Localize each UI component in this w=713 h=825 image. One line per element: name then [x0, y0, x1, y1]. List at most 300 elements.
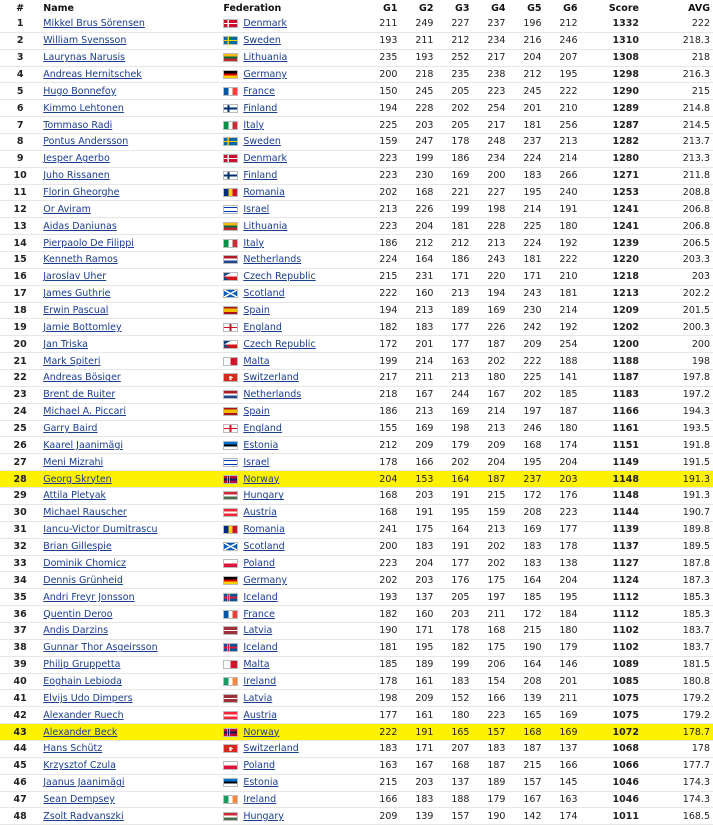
rank-cell: 39	[0, 656, 40, 673]
game-score-cell: 187	[472, 336, 508, 353]
average-cell: 191.3	[642, 471, 713, 488]
total-score-cell: 1124	[581, 572, 642, 589]
game-score-cell: 231	[400, 268, 436, 285]
rank-cell: 11	[0, 184, 40, 201]
game-score-cell: 210	[545, 268, 581, 285]
table-row	[0, 504, 713, 521]
game-score-cell: 189	[472, 774, 508, 791]
rank-cell: 14	[0, 235, 40, 252]
game-score-cell: 240	[545, 184, 581, 201]
total-score-cell: 1188	[581, 353, 642, 370]
game-score-cell: 177	[364, 707, 400, 724]
game-score-cell: 191	[400, 724, 436, 741]
player-name-link[interactable]: Dennis Grünheid	[43, 574, 123, 586]
player-name-link[interactable]: Brent de Ruiter	[43, 389, 116, 401]
game-score-cell: 200	[364, 538, 400, 555]
player-name-link[interactable]: Andreas Bösiger	[43, 372, 121, 384]
federation-link[interactable]: Iceland	[243, 642, 278, 654]
average-cell: 174.3	[642, 791, 713, 808]
average-cell: 183.7	[642, 622, 713, 639]
game-score-cell: 161	[400, 707, 436, 724]
game-score-cell: 168	[508, 437, 544, 454]
game-score-cell: 215	[472, 488, 508, 505]
total-score-cell: 1075	[581, 690, 642, 707]
player-name-link[interactable]: Erwin Pascual	[43, 305, 109, 317]
flag-icon	[223, 626, 238, 635]
game-score-cell: 176	[545, 488, 581, 505]
flag-icon	[223, 795, 238, 804]
rank-cell: 22	[0, 370, 40, 387]
player-name-link[interactable]: Krzysztof Czula	[43, 760, 116, 772]
game-score-cell: 215	[364, 268, 400, 285]
federation-link[interactable]: Spain	[243, 406, 270, 418]
flag-icon	[223, 306, 238, 315]
flag-icon	[223, 323, 238, 332]
table-row	[0, 420, 713, 437]
game-score-cell: 152	[436, 690, 472, 707]
player-name-link[interactable]: Zsolt Radvanszki	[43, 810, 124, 822]
player-name-link[interactable]: Mikkel Brus Sörensen	[43, 18, 145, 30]
total-score-cell: 1066	[581, 757, 642, 774]
game-score-cell: 166	[400, 454, 436, 471]
table-row	[0, 150, 713, 167]
player-name-link[interactable]: Hugo Bonnefoy	[43, 85, 117, 97]
game-score-cell: 174	[545, 437, 581, 454]
average-cell: 168.5	[642, 808, 713, 825]
game-score-cell: 202	[436, 454, 472, 471]
rank-cell: 44	[0, 740, 40, 757]
game-score-cell: 216	[508, 32, 544, 49]
federation-link[interactable]: Poland	[243, 760, 276, 772]
game-score-cell: 185	[364, 656, 400, 673]
game-score-cell: 167	[400, 757, 436, 774]
player-name-link[interactable]: Alexander Ruech	[43, 709, 124, 721]
game-score-cell: 202	[472, 555, 508, 572]
federation-link[interactable]: Estonia	[243, 439, 279, 451]
game-score-cell: 175	[472, 639, 508, 656]
player-name-link[interactable]: Dominik Chomicz	[43, 557, 127, 569]
federation-link[interactable]: Switzerland	[243, 743, 299, 755]
game-score-cell: 205	[436, 117, 472, 134]
game-score-cell: 203	[400, 117, 436, 134]
game-score-cell: 174	[545, 808, 581, 825]
player-name-link[interactable]: Andri Freyr Jonsson	[43, 591, 135, 603]
game-score-cell: 139	[400, 808, 436, 825]
game-score-cell: 249	[400, 16, 436, 32]
flag-icon	[223, 728, 238, 737]
rank-cell: 36	[0, 606, 40, 623]
federation-link[interactable]: Austria	[243, 507, 277, 519]
federation-link[interactable]: Israel	[243, 456, 270, 468]
table-row	[0, 437, 713, 454]
game-score-cell: 225	[508, 370, 544, 387]
federation-link[interactable]: Netherlands	[243, 389, 302, 401]
rank-cell: 31	[0, 521, 40, 538]
game-score-cell: 234	[472, 150, 508, 167]
game-score-cell: 195	[545, 589, 581, 606]
federation-link[interactable]: Norway	[243, 726, 280, 738]
player-name-link[interactable]: Meni Mizrahi	[43, 456, 104, 468]
average-cell: 203	[642, 268, 713, 285]
federation-link[interactable]: Poland	[243, 557, 276, 569]
game-score-cell: 217	[364, 370, 400, 387]
game-score-cell: 212	[508, 66, 544, 83]
federation-link[interactable]: Lithuania	[243, 220, 288, 232]
rank-cell: 26	[0, 437, 40, 454]
game-score-cell: 185	[545, 386, 581, 403]
federation-link[interactable]: Norway	[243, 473, 280, 485]
game-score-cell: 218	[364, 386, 400, 403]
total-score-cell: 1046	[581, 774, 642, 791]
player-name-link[interactable]: Mark Spiteri	[43, 355, 101, 367]
rank-cell: 34	[0, 572, 40, 589]
player-name-link[interactable]: Jaanus Jaanimägi	[43, 777, 125, 789]
total-score-cell: 1290	[581, 83, 642, 100]
player-name-link[interactable]: Iancu-Victor Dumitrascu	[43, 524, 158, 536]
game-score-cell: 213	[472, 420, 508, 437]
game-score-cell: 223	[545, 504, 581, 521]
player-name-link[interactable]: James Guthrie	[43, 288, 111, 300]
game-score-cell: 204	[400, 218, 436, 235]
game-score-cell: 160	[400, 606, 436, 623]
rank-cell: 43	[0, 724, 40, 741]
rank-cell: 35	[0, 589, 40, 606]
flag-icon	[223, 154, 238, 163]
federation-link[interactable]: Lithuania	[243, 52, 288, 64]
game-score-cell: 213	[436, 285, 472, 302]
game-score-cell: 157	[508, 774, 544, 791]
player-name-link[interactable]: Brian Gillespie	[43, 541, 112, 553]
federation-link[interactable]: France	[243, 85, 275, 97]
player-name-link[interactable]: Jaroslav Uher	[43, 271, 107, 283]
table-row	[0, 235, 713, 252]
player-name-link[interactable]: Attila Pletyak	[43, 490, 107, 502]
federation-link[interactable]: Germany	[243, 69, 288, 80]
federation-link[interactable]: Austria	[243, 709, 277, 721]
rank-cell: 16	[0, 268, 40, 285]
player-name-link[interactable]: Elvijs Udo Dimpers	[43, 692, 133, 704]
game-score-cell: 211	[364, 16, 400, 32]
player-name-link[interactable]: Andreas Hernitschek	[43, 69, 142, 80]
flag-icon	[223, 660, 238, 669]
federation-link[interactable]: Latvia	[243, 692, 273, 704]
game-score-cell: 209	[364, 808, 400, 825]
game-score-cell: 246	[545, 32, 581, 49]
game-score-cell: 169	[400, 420, 436, 437]
game-score-cell: 226	[400, 201, 436, 218]
game-score-cell: 209	[400, 690, 436, 707]
col-header-score: Score	[608, 2, 639, 14]
game-score-cell: 164	[508, 656, 544, 673]
player-name-link[interactable]: Sean Dempsey	[43, 793, 115, 805]
game-score-cell: 210	[545, 100, 581, 117]
table-row	[0, 774, 713, 791]
game-score-cell: 142	[508, 808, 544, 825]
game-score-cell: 186	[364, 403, 400, 420]
rank-cell: 37	[0, 622, 40, 639]
game-score-cell: 165	[508, 707, 544, 724]
rank-cell: 21	[0, 353, 40, 370]
game-score-cell: 217	[472, 49, 508, 66]
game-score-cell: 201	[508, 100, 544, 117]
federation-link[interactable]: Denmark	[243, 153, 288, 165]
game-score-cell: 172	[508, 606, 544, 623]
federation-link[interactable]: Scotland	[243, 288, 285, 300]
game-score-cell: 204	[364, 471, 400, 488]
game-score-cell: 212	[400, 235, 436, 252]
flag-icon	[223, 458, 238, 467]
total-score-cell: 1161	[581, 420, 642, 437]
table-row	[0, 757, 713, 774]
federation-link[interactable]: Czech Republic	[243, 271, 316, 283]
federation-link[interactable]: Hungary	[243, 490, 284, 502]
table-row	[0, 386, 713, 403]
player-name-link[interactable]: Juho Rissanen	[43, 170, 110, 182]
total-score-cell: 1220	[581, 252, 642, 269]
table-row	[0, 353, 713, 370]
game-score-cell: 237	[472, 16, 508, 32]
game-score-cell: 171	[436, 268, 472, 285]
federation-link[interactable]: Israel	[243, 203, 270, 215]
federation-link[interactable]: Latvia	[243, 625, 273, 637]
player-name-link[interactable]: Aidas Daniunas	[43, 220, 117, 232]
player-name-link[interactable]: Kaarel Jaanimägi	[43, 439, 124, 451]
game-score-cell: 213	[364, 201, 400, 218]
average-cell: 216.3	[642, 66, 713, 83]
player-name-link[interactable]: Tommaso Radi	[43, 119, 113, 131]
player-name-link[interactable]: Laurynas Narusis	[43, 52, 126, 64]
player-name-link[interactable]: Philip Gruppetta	[43, 659, 121, 671]
total-score-cell: 1310	[581, 32, 642, 49]
game-score-cell: 225	[508, 218, 544, 235]
game-score-cell: 185	[508, 589, 544, 606]
game-score-cell: 157	[472, 724, 508, 741]
game-score-cell: 212	[364, 437, 400, 454]
federation-link[interactable]: Denmark	[243, 18, 288, 30]
col-header-g3: G3	[455, 2, 470, 14]
game-score-cell: 169	[436, 403, 472, 420]
game-score-cell: 177	[436, 555, 472, 572]
federation-link[interactable]: Netherlands	[243, 254, 302, 266]
game-score-cell: 154	[472, 673, 508, 690]
game-score-cell: 177	[545, 521, 581, 538]
player-name-link[interactable]: Gunnar Thor Asgeirsson	[43, 642, 158, 654]
game-score-cell: 171	[400, 622, 436, 639]
game-score-cell: 168	[364, 504, 400, 521]
table-row	[0, 302, 713, 319]
player-name-link[interactable]: Georg Skryten	[43, 473, 112, 485]
federation-link[interactable]: Malta	[243, 355, 270, 367]
flag-icon	[223, 441, 238, 450]
game-score-cell: 177	[436, 336, 472, 353]
average-cell: 177.7	[642, 757, 713, 774]
rank-cell: 25	[0, 420, 40, 437]
game-score-cell: 204	[545, 454, 581, 471]
total-score-cell: 1089	[581, 656, 642, 673]
rank-cell: 48	[0, 808, 40, 825]
federation-link[interactable]: Iceland	[243, 591, 278, 603]
federation-link[interactable]: Finland	[243, 102, 278, 114]
game-score-cell: 256	[545, 117, 581, 134]
game-score-cell: 201	[545, 673, 581, 690]
col-header-g5: G5	[527, 2, 542, 14]
average-cell: 191.5	[642, 454, 713, 471]
game-score-cell: 182	[364, 606, 400, 623]
game-score-cell: 183	[400, 791, 436, 808]
game-score-cell: 203	[400, 572, 436, 589]
game-score-cell: 245	[400, 83, 436, 100]
rank-cell: 32	[0, 538, 40, 555]
player-name-link[interactable]: William Svensson	[43, 35, 127, 47]
federation-link[interactable]: Malta	[243, 659, 270, 671]
player-name-link[interactable]: Hans Schütz	[43, 743, 103, 755]
player-name-link[interactable]: Michael A. Piccari	[43, 406, 126, 418]
player-name-link[interactable]: Quentin Deroo	[43, 608, 113, 620]
total-score-cell: 1239	[581, 235, 642, 252]
col-header-g2: G2	[419, 2, 434, 14]
player-name-link[interactable]: Jamie Bottomley	[43, 321, 122, 333]
game-score-cell: 180	[545, 622, 581, 639]
federation-link[interactable]: Sweden	[243, 136, 281, 148]
rank-cell: 6	[0, 100, 40, 117]
flag-icon	[223, 171, 238, 180]
federation-link[interactable]: Italy	[243, 119, 264, 131]
game-score-cell: 169	[545, 724, 581, 741]
game-score-cell: 166	[545, 757, 581, 774]
game-score-cell: 183	[508, 555, 544, 572]
rank-cell: 30	[0, 504, 40, 521]
total-score-cell: 1308	[581, 49, 642, 66]
game-score-cell: 237	[508, 471, 544, 488]
rank-cell: 28	[0, 471, 40, 488]
game-score-cell: 193	[364, 32, 400, 49]
game-score-cell: 214	[400, 353, 436, 370]
federation-link[interactable]: Romania	[243, 524, 285, 536]
federation-link[interactable]: Romania	[243, 187, 285, 199]
game-score-cell: 137	[400, 589, 436, 606]
table-row	[0, 656, 713, 673]
federation-link[interactable]: Sweden	[243, 35, 281, 47]
total-score-cell: 1200	[581, 336, 642, 353]
game-score-cell: 203	[400, 774, 436, 791]
average-cell: 214.8	[642, 100, 713, 117]
average-cell: 200.3	[642, 319, 713, 336]
table-row	[0, 252, 713, 269]
table-row	[0, 690, 713, 707]
player-name-link[interactable]: Pontus Andersson	[43, 136, 129, 148]
rank-cell: 1	[0, 16, 40, 32]
rank-cell: 29	[0, 488, 40, 505]
game-score-cell: 187	[472, 471, 508, 488]
federation-link[interactable]: England	[243, 423, 282, 435]
game-score-cell: 181	[436, 218, 472, 235]
federation-link[interactable]: Ireland	[243, 675, 277, 687]
federation-link[interactable]: Hungary	[243, 810, 284, 822]
average-cell: 200	[642, 336, 713, 353]
table-row	[0, 555, 713, 572]
player-name-link[interactable]: Garry Baird	[43, 423, 98, 435]
player-name-link[interactable]: Jan Triska	[43, 338, 88, 350]
game-score-cell: 224	[364, 252, 400, 269]
total-score-cell: 1112	[581, 606, 642, 623]
player-name-link[interactable]: Kenneth Ramos	[43, 254, 118, 266]
federation-link[interactable]: Estonia	[243, 777, 279, 789]
game-score-cell: 208	[508, 673, 544, 690]
game-score-cell: 222	[508, 353, 544, 370]
player-name-link[interactable]: Michael Rauscher	[43, 507, 127, 519]
game-score-cell: 215	[508, 622, 544, 639]
player-name-link[interactable]: Eoghain Lebioda	[43, 675, 122, 687]
player-name-link[interactable]: Florin Gheorghe	[43, 187, 120, 199]
game-score-cell: 200	[364, 66, 400, 83]
game-score-cell: 177	[436, 319, 472, 336]
game-score-cell: 211	[400, 370, 436, 387]
federation-link[interactable]: England	[243, 321, 282, 333]
player-name-link[interactable]: Andis Darzins	[43, 625, 109, 637]
game-score-cell: 171	[400, 740, 436, 757]
game-score-cell: 186	[436, 252, 472, 269]
average-cell: 201.5	[642, 302, 713, 319]
table-row	[0, 336, 713, 353]
game-score-cell: 214	[472, 403, 508, 420]
game-score-cell: 155	[364, 420, 400, 437]
federation-link[interactable]: Italy	[243, 237, 264, 249]
federation-link[interactable]: Scotland	[243, 541, 285, 553]
game-score-cell: 200	[472, 167, 508, 184]
game-score-cell: 199	[400, 150, 436, 167]
federation-link[interactable]: Spain	[243, 305, 270, 317]
player-name-link[interactable]: Pierpaolo De Filippi	[43, 237, 134, 249]
average-cell: 191.8	[642, 437, 713, 454]
game-score-cell: 230	[400, 167, 436, 184]
game-score-cell: 204	[400, 555, 436, 572]
game-score-cell: 203	[436, 606, 472, 623]
game-score-cell: 202	[436, 100, 472, 117]
flag-icon	[223, 104, 238, 113]
table-row	[0, 521, 713, 538]
table-row	[0, 32, 713, 49]
rank-cell: 47	[0, 791, 40, 808]
average-cell: 198	[642, 353, 713, 370]
game-score-cell: 218	[400, 66, 436, 83]
game-score-cell: 206	[472, 656, 508, 673]
federation-link[interactable]: Switzerland	[243, 372, 299, 384]
game-score-cell: 190	[364, 622, 400, 639]
flag-icon	[223, 272, 238, 281]
game-score-cell: 241	[364, 521, 400, 538]
total-score-cell: 1085	[581, 673, 642, 690]
game-score-cell: 183	[508, 167, 544, 184]
table-row	[0, 488, 713, 505]
total-score-cell: 1209	[581, 302, 642, 319]
federation-link[interactable]: Ireland	[243, 793, 277, 805]
federation-link[interactable]: Finland	[243, 170, 278, 182]
player-name-link[interactable]: Jesper Agerbo	[43, 153, 110, 165]
game-score-cell: 181	[508, 252, 544, 269]
flag-icon	[223, 340, 238, 349]
player-name-link[interactable]: Kimmo Lehtonen	[43, 102, 124, 114]
player-name-link[interactable]: Or Aviram	[43, 203, 91, 215]
rank-cell: 20	[0, 336, 40, 353]
federation-link[interactable]: Czech Republic	[243, 338, 316, 350]
average-cell: 194.3	[642, 403, 713, 420]
average-cell: 187.8	[642, 555, 713, 572]
table-row	[0, 184, 713, 201]
average-cell: 206.8	[642, 201, 713, 218]
federation-link[interactable]: France	[243, 608, 275, 620]
federation-link[interactable]: Germany	[243, 574, 288, 586]
player-name-link[interactable]: Alexander Beck	[43, 726, 118, 738]
